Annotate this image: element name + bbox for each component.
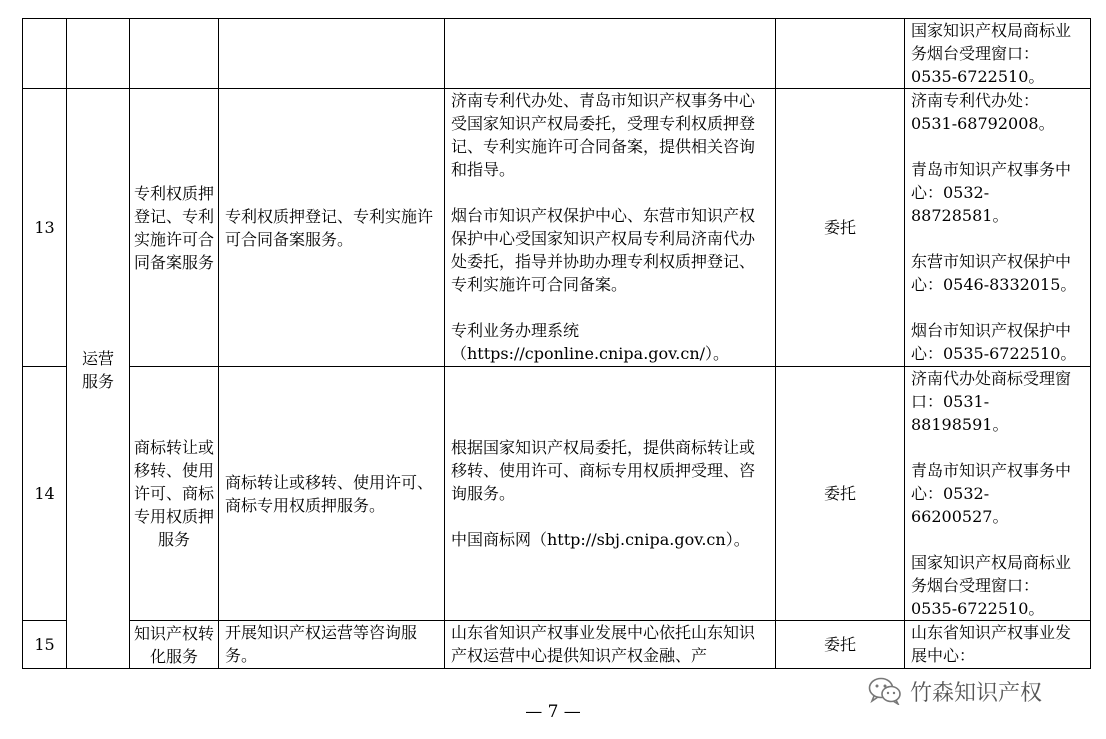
contact-text: 国家知识产权局商标业务烟台受理窗口：0535-6722510。 [911, 553, 1072, 618]
service-name: 商标转让或移转、使用许可、商标专用权质押服务 [130, 367, 219, 621]
mode-cell [776, 19, 905, 89]
how-text: 根据国家知识产权局委托，提供商标转让或移转、使用许可、商标专用权质押受理、咨询服务。 [451, 438, 756, 503]
service-cell [130, 19, 219, 89]
service-desc: 专利权质押登记、专利实施许可合同备案服务。 [219, 89, 445, 367]
num-cell [23, 19, 67, 89]
contact-cell [905, 89, 1091, 367]
contact-text: 烟台市知识产权保护中心：0535-6722510。 [911, 321, 1077, 363]
table-row [23, 19, 1091, 89]
service-name: 知识产权转化服务 [130, 621, 219, 669]
service-desc: 开展知识产权运营等咨询服务。 [219, 621, 445, 669]
table-row [23, 367, 1091, 621]
mode-cell: 委托 [776, 621, 905, 669]
how-text: 山东省知识产权事业发展中心依托山东知识产权运营中心提供知识产权金融、产 [445, 621, 776, 669]
how-cell [445, 19, 776, 89]
page-number: — 7 — [525, 702, 581, 722]
wechat-icon [868, 677, 902, 705]
mode-cell: 委托 [776, 367, 905, 621]
category-cell [67, 89, 130, 669]
table-row [23, 89, 1091, 367]
how-text: 济南专利代办处、青岛市知识产权事务中心受国家知识产权局委托，受理专利权质押登记、专利实施许可合同备案，提供相关咨询和指导。 [451, 91, 756, 179]
contact-cell [905, 367, 1091, 621]
table-row [23, 621, 1091, 669]
contact-text: 国家知识产权局商标业务烟台受理窗口：0535-6722510。 [911, 21, 1072, 86]
contact-text: 济南代办处商标受理窗口：0531-88198591。 [911, 369, 1072, 434]
how-text: 专利业务办理系统（https://cponline.cnipa.gov.cn/）。 [451, 321, 730, 363]
how-text: 中国商标网（http://sbj.cnipa.gov.cn）。 [451, 530, 750, 549]
watermark-text: 竹森知识产权 [910, 680, 1043, 706]
row-number: 15 [23, 621, 67, 669]
desc-cell [219, 19, 445, 89]
service-name: 专利权质押登记、专利实施许可合同备案服务 [130, 89, 219, 367]
category-cell [67, 19, 130, 89]
contact-text: 山东省知识产权事业发展中心： [905, 621, 1091, 669]
how-cell [445, 89, 776, 367]
contact-text: 青岛市知识产权事务中心：0532-66200527。 [911, 461, 1072, 526]
category-label: 运营服务 [81, 349, 114, 391]
mode-cell: 委托 [776, 89, 905, 367]
contact-cell [905, 19, 1091, 89]
how-cell [445, 367, 776, 621]
contact-text: 青岛市知识产权事务中心：0532-88728581。 [911, 160, 1072, 225]
row-number: 13 [23, 89, 67, 367]
how-text: 烟台市知识产权保护中心、东营市知识产权保护中心受国家知识产权局专利局济南代办处委托，指导并协助办理专利权质押登记、专利实施许可合同备案。 [451, 206, 756, 294]
service-table [22, 18, 1091, 669]
row-number: 14 [23, 367, 67, 621]
contact-text: 济南专利代办处：0531-68792008。 [911, 91, 1055, 133]
contact-text: 东营市知识产权保护中心：0546-8332015。 [911, 252, 1077, 294]
service-desc: 商标转让或移转、使用许可、 商标专用权质押服务。 [219, 367, 445, 621]
